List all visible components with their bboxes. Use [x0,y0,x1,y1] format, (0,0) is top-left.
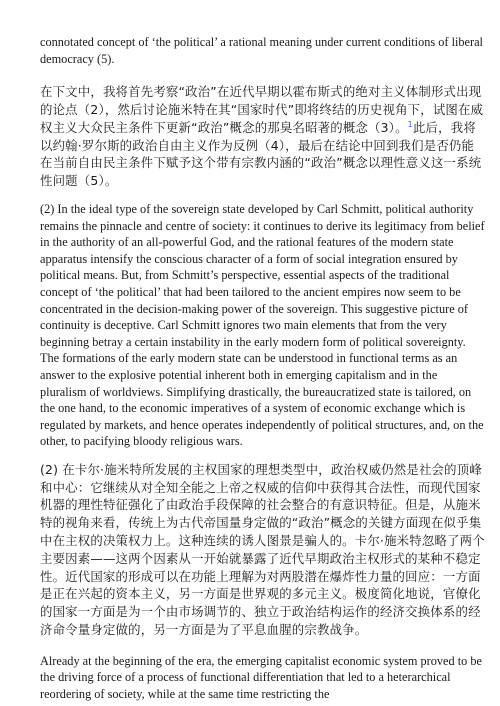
paragraph-english-continuation: Already at the beginning of the era, the emerging capitalist economic system proved to be the driving force of a process of functional differentiation that led to a heterarchical reordering of society, while at the same time restricting the [40,653,482,702]
footnote-marker-link[interactable]: 1 [407,119,413,129]
paragraph-chinese-outline [40,83,486,190]
paragraph-spacer [40,639,486,653]
paragraph-spacer [40,190,486,201]
paragraph-spacer [40,67,486,83]
outline-text-part-2: 此后，我将以约翰·罗尔斯的政治自由主义作为反例（4），最后在结论中回到我们是否仍能在当前自由民主条件下赋予这个带有宗教内涵的“政治”概念以理性意义这一系统性问题（5）。 [40,119,482,189]
paragraph-english-section-2: (2) In the ideal type of the sovereign state developed by Carl Schmitt, political authority remains the pinnacle and centre of society: it continues to derive its legitimacy from belief in the authority of an all-powerful God, and the rational features of the modern state apparatus intensify the conscious character of a form of social integration ensured by political means. But, from Schmitt’s perspective, essential aspects of the traditional concept of ‘the political’ that had been tailored to the ancient empires now seem to be concentrated in the decision-making power of the sovereign. This suggestive picture of continuity is deceptive. Carl Schmitt ignores two main elements that from the very beginning betray a certain instability in the early modern form of political sovereignty. The formations of the early modern state can be understood in functional terms as an answer to the explosive potential inherent both in emerging capitalism and in the pluralism of worldviews. Simplifying drastically, the bureaucratized state is tailored, on the one hand, to the economic imperatives of a system of economic exchange which is regulated by markets, and hence operates independently of political structures, and, on the other, to pacifying bloody religious wars. [40,201,485,449]
outline-text-part-1: 在下文中，我将首先考察“政治”在近代早期以霍布斯式的绝对主义体制形式出现的论点（2），然后讨论施米特在其“国家时代”即将终结的历史视角下，试图在威权主义大众民主条件下更新“政治”概念的那臭名昭著的概念（3）。 [40,84,484,135]
paragraph-spacer [40,450,486,461]
paragraph-chinese-section-2: (2) 在卡尔·施米特所发展的主权国家的理想类型中，政治权威仍然是社会的顶峰和中心：它继续从对全知全能之上帝之权威的信仰中获得其合法性，而现代国家机器的理性特征强化了由政治手段保障的社会整合的有意识特征。但是，从施米特的视角来看，传统上为古代帝国量身定做的“政治”概念的关键方面现在似乎集中在主权的决策权力上。这种连续的诱人图景是骗人的。卡尔·施米特忽略了两个主要因素——这两个因素从一开始就暴露了近代早期政治主权形式的某种不稳定性。近代国家的形成可以在功能上理解为对两股潜在爆炸性力量的回应：一方面是正在兴起的资本主义，另一方面是世界观的多元主义。极度简化地说，官僚化的国家一方面是为一个由市场调节的、独立于政治结构运作的经济交换体系的经济命令量身定做的，另一方面是为了平息血腥的宗教战争。 [40,461,485,638]
paragraph-english-intro-tail: connotated concept of ‘the political’ a rational meaning under current conditions of liberal democracy (5). [40,35,483,66]
